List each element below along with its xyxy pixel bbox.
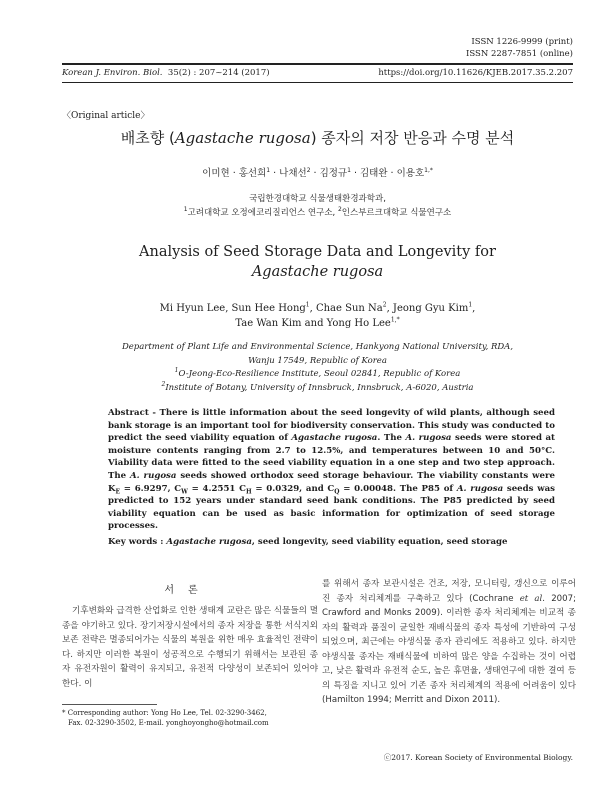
doi-link[interactable]: https://doi.org/10.11626/KJEB.2017.35.2.207 <box>378 68 573 78</box>
footnote-line-1: * Corresponding author: Yong Ho Lee, Tel. 02-3290-3462, <box>62 709 267 717</box>
author-ko-sup-3: 1 <box>347 166 351 174</box>
title-ko-prefix: 배초향 ( <box>120 129 175 147</box>
abstract-species: Agastache rugosa <box>291 433 378 444</box>
author-ko-sup-2: 2 <box>306 166 311 174</box>
title-english <box>62 242 573 282</box>
abstract-text: - There is little information about the seed longevity of wild plants, although seed bank storage is an important tool for biodiversity conservation. This study was conducted to predict the seed viability equation of <box>108 408 555 444</box>
affil-en-line-4: Institute of Botany, University of Innsbruck, Innsbruck, A-6020, Austria <box>165 382 474 393</box>
author-en-sup-3: 1 <box>468 301 473 309</box>
title-ko-suffix: ) 종자의 저장 반응과 수명 분석 <box>310 129 515 147</box>
affil-ko-sup-2: 2 <box>337 206 342 214</box>
author-en-5: Tae Wan Kim and Yong Ho Lee <box>235 318 391 329</box>
abstract-subscript: W <box>181 488 188 496</box>
issn-block <box>466 36 573 60</box>
author-ko-1: 이미현 · 홍선희 <box>202 168 267 179</box>
keywords <box>108 537 555 547</box>
author-ko-sup-4: 1,* <box>424 166 433 174</box>
footnote-rule <box>62 704 157 705</box>
abstract <box>108 407 555 533</box>
title-ko-species: Agastache rugosa <box>174 129 311 147</box>
body-column-right <box>322 577 576 708</box>
abstract-text: = 0.0329, and C <box>251 483 335 494</box>
authors-english <box>62 301 573 331</box>
affiliations-korean <box>62 192 573 220</box>
affil-ko-line-1: 국립한경대학교 식물생태환경과학과, <box>249 194 386 204</box>
affiliations-english <box>62 341 573 395</box>
title-en-species: Agastache rugosa <box>251 264 384 280</box>
author-ko-2: · 나채선 <box>270 168 307 179</box>
running-header <box>62 68 573 78</box>
body-right-etal: et al <box>519 593 543 604</box>
author-en-3: , Jeong Gyu Kim <box>386 303 469 314</box>
title-en-line-1: Analysis of Seed Storage Data and Longevity for <box>139 244 496 260</box>
affil-en-sup-1: 1 <box>174 367 179 375</box>
keywords-species: Agastache rugosa <box>166 537 252 547</box>
abstract-subscript: E <box>115 488 121 496</box>
author-ko-sup-1: 1 <box>266 166 271 174</box>
affil-ko-inst-1: 고려대학교 오정에코리질리언스 연구소, <box>187 208 338 218</box>
abstract-species: A. rugosa <box>130 470 177 481</box>
author-ko-4: · 김태완 · 이용호 <box>350 168 425 179</box>
author-en-sup-5: 1,* <box>390 316 400 324</box>
author-en-1: Mi Hyun Lee, Sun Hee Hong <box>159 303 306 314</box>
journal-citation <box>62 68 270 78</box>
abstract-species: A. rugosa <box>456 483 504 494</box>
abstract-text: . The <box>377 433 406 444</box>
author-ko-3: · 김정규 <box>310 168 348 179</box>
abstract-text: = 4.2551 C <box>187 483 246 494</box>
affil-ko-line-2 <box>62 206 573 220</box>
affil-en-line-2: Wanju 17549, Republic of Korea <box>248 355 387 366</box>
author-en-sup-2: 2 <box>382 301 387 309</box>
affil-ko-sup-1: 1 <box>183 206 188 214</box>
volume-pages: 35(2) : 207~214 (2017) <box>167 68 270 78</box>
abstract-subscript: H <box>245 488 252 496</box>
abstract-text: = 0.00048. The P85 of <box>339 483 457 494</box>
abstract-species: A. rugosa <box>405 433 452 444</box>
body-right-text: . 2007; Crawford and Monks 2009). 이러한 종자 처리체계는 비교적 종자의 활력과 품질이 균일한 재배식물의 종자 특성에 기반하여 구성되었으며, 최근에는 야생식물 종자 관리에도 적용하고 있다. 하지만 야생식물 종자는 재배식물에 비하여 많은 양을 수집하는 것이 어렵고, 낮은 활력과 유전적 순도, 높은 휴면율, 생태연구에 대한 결여 등의 특징을 지니고 있어 기존 종자 처리체계의 적용에 어려움이 있다 (Hamilton 1994; Merritt and Dixon 2011). <box>322 593 576 705</box>
abstract-text: = 6.9297, C <box>120 483 182 494</box>
journal-name: Korean J. Environ. Biol. <box>62 68 163 78</box>
authors-korean <box>62 165 573 179</box>
abstract-label: Abstract <box>108 408 149 418</box>
footnote-line-2: Fax. 02-3290-3502, E-mail. yonghoyongho@hotmail.com <box>68 719 269 727</box>
affil-ko-inst-2: 인스부르크대학교 식물연구소 <box>341 208 452 218</box>
author-en-sup-1: 1 <box>305 301 310 309</box>
footnote <box>62 708 318 728</box>
body-right-text: 를 위해서 종자 보관시설은 건조, 저장, 모니터링, 갱신으로 이루어진 종자 처리체계를 구축하고 있다 (Cochrane <box>322 579 576 604</box>
copyright: ⓒ2017. Korean Society of Environmental Biology. <box>383 753 573 762</box>
author-en-2: , Chae Sun Na <box>309 303 383 314</box>
body-column-left: 기후변화와 급격한 산업화로 인한 생태계 교란은 많은 식물들의 멸종을 야기하고 있다. 장기저장시설에서의 종자 저장을 통한 서식지외 보존 전략은 멸종되어가는 식물의 복원을 위한 매우 효율적인 전략이다. 하지만 이러한 복원이 성공적으로 수행되기 위해서는 보관된 종자 유전자원이 활력이 유지되고, 유전적 다양성이 보존되어 있어야 한다. 이 <box>62 606 318 689</box>
header-rule-bottom <box>62 82 573 83</box>
abstract-text: seeds were stored at moisture contents ranging from 2.7 to 12.5%, and temperatures between 10 and 50°C. Viability data were fitted to the seed viability equation in a one step and two step approach. The <box>108 433 556 481</box>
title-korean <box>62 127 573 148</box>
author-en-comma: , <box>472 303 476 314</box>
affil-en-line-3: O-Jeong-Eco-Resilience Institute, Seoul 02841, Republic of Korea <box>178 369 461 379</box>
abstract-text: seeds showed orthodox seed storage behaviour. The viability constants were K <box>108 470 556 494</box>
affil-en-line-1: Department of Plant Life and Environmental Science, Hankyong National University, RDA, <box>121 342 514 352</box>
keywords-list: , seed longevity, seed viability equation, seed storage <box>251 537 508 547</box>
section-heading-introduction: 서론 <box>164 585 212 596</box>
header-rule <box>62 63 573 65</box>
keywords-label: Key words : <box>108 537 167 547</box>
abstract-text: seeds was predicted to 152 years under standard seed bank conditions. The P85 predicted by seed viability equation can be used as basic information for optimization of seed storage processes. <box>108 483 556 532</box>
abstract-subscript: Q <box>334 488 340 496</box>
issn-print: ISSN 1226-9999 (print) <box>471 37 573 47</box>
affil-en-sup-2: 2 <box>161 380 166 388</box>
issn-online: ISSN 2287-7851 (online) <box>466 49 573 59</box>
article-type: 〈Original article〉 <box>62 111 150 121</box>
